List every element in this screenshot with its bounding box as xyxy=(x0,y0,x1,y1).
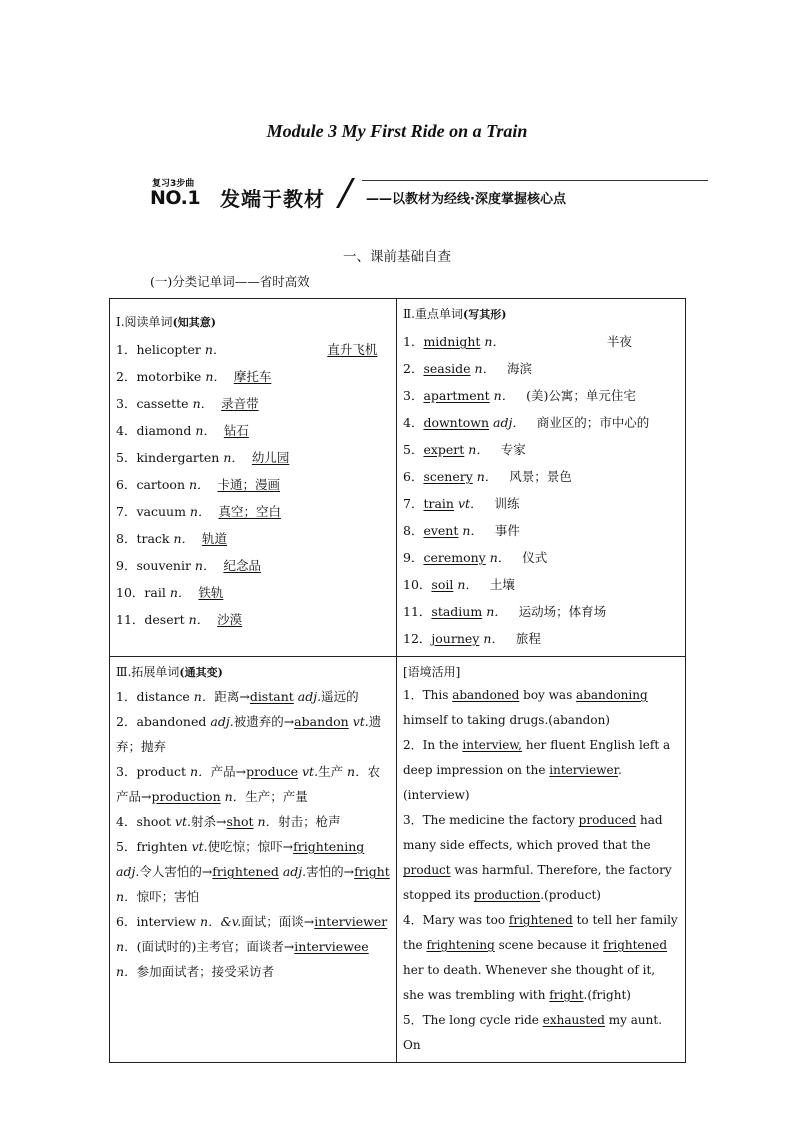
item-text: 惊吓；害怕 xyxy=(136,889,200,904)
item-text: 1．distance xyxy=(116,689,194,704)
pos: n． xyxy=(190,764,211,779)
answer: frightened xyxy=(508,913,573,927)
item-text: 2．In the xyxy=(403,738,463,752)
pos: n． xyxy=(484,334,505,349)
item-number: 11． xyxy=(116,612,145,627)
item-text: 令人害怕的→ xyxy=(139,864,213,879)
item-meaning: 运动场；体育场 xyxy=(518,604,607,619)
list-item xyxy=(116,444,390,471)
item-number: 5． xyxy=(116,450,137,465)
answer: apartment xyxy=(423,388,490,403)
item-text: boy was xyxy=(519,688,577,702)
context-usage-box xyxy=(397,657,686,1063)
list-item xyxy=(403,436,679,463)
pos: n． xyxy=(194,558,216,573)
item-text: 1．This xyxy=(403,688,453,702)
section-title: 一、课前基础自查 xyxy=(343,249,451,265)
item-number: 8． xyxy=(403,523,424,538)
item-text: 害怕的→ xyxy=(306,864,355,879)
item-number: 4． xyxy=(116,423,137,438)
item-number: 1． xyxy=(403,334,424,349)
item-text: 农产品→ xyxy=(116,764,381,804)
item-number: 6． xyxy=(403,469,424,484)
answer: fright xyxy=(549,988,584,1002)
banner-subtitle: ——以教材为经线·深度掌握核心点 xyxy=(366,192,566,207)
pos: n． xyxy=(193,689,215,704)
list-item xyxy=(116,471,390,498)
item-meaning: 训练 xyxy=(494,496,520,511)
box-header xyxy=(116,311,390,334)
pos: n． xyxy=(188,612,210,627)
item-text: 生产 xyxy=(318,764,348,779)
list-item xyxy=(403,382,679,409)
item-meaning: 旅程 xyxy=(515,631,541,646)
item-text: 5．frighten xyxy=(116,839,192,854)
reading-words-list xyxy=(116,336,390,633)
item-text: himself to taking drugs.(abandon) xyxy=(403,713,610,727)
pos: n． xyxy=(192,396,214,411)
list-item xyxy=(403,517,679,544)
item-text: .(interview) xyxy=(403,763,622,802)
pos: n． xyxy=(116,889,137,904)
item-number: 7． xyxy=(403,496,424,511)
answer: production xyxy=(473,888,541,902)
banner-slash xyxy=(336,178,355,208)
extended-item xyxy=(116,809,390,834)
answer: 沙漠 xyxy=(217,612,243,627)
item-text: 6．interview xyxy=(116,914,201,929)
answer: train xyxy=(423,496,454,511)
item-word: track xyxy=(136,531,170,546)
pos: adj. xyxy=(282,864,307,879)
item-word: desert xyxy=(144,612,185,627)
item-text: 3．product xyxy=(116,764,191,779)
pos: adj. xyxy=(297,689,322,704)
item-meaning: 海滨 xyxy=(507,361,533,376)
list-item xyxy=(403,355,679,382)
pos: vt． xyxy=(457,496,483,511)
item-meaning: (美)公寓；单元住宅 xyxy=(526,388,636,403)
pos: vt. xyxy=(352,714,369,729)
answer: seaside xyxy=(423,361,471,376)
list-item xyxy=(403,571,679,598)
pos: n． xyxy=(493,388,515,403)
item-text: 4．shoot xyxy=(116,814,175,829)
item-text: 4．Mary was too xyxy=(403,913,509,927)
item-word: diamond xyxy=(136,423,192,438)
item-word: rail xyxy=(144,585,166,600)
list-item xyxy=(403,463,679,490)
pos: n． xyxy=(116,964,137,979)
item-text: 参加面试者；接受采访者 xyxy=(136,964,275,979)
answer: expert xyxy=(423,442,465,457)
answer: ceremony xyxy=(423,550,486,565)
item-number: 10． xyxy=(116,585,145,600)
pos: n． xyxy=(224,789,246,804)
item-text: her to death. Whenever she thought of it, she was trembling with xyxy=(403,963,656,1002)
answer: frightened xyxy=(603,938,668,952)
section-subtitle: (一)分类记单词——省时高效 xyxy=(150,274,310,289)
item-text: her fluent English left a deep impression on the xyxy=(403,738,671,777)
extended-item xyxy=(116,759,390,809)
item-text: 面试；面谈→ xyxy=(241,914,315,929)
item-meaning: 专家 xyxy=(500,442,526,457)
item-text: (面试时的)主考官；面谈者→ xyxy=(136,939,295,954)
item-text: had many side effects, which proved that the xyxy=(403,813,663,852)
answer: downtown xyxy=(423,415,490,430)
vocab-table xyxy=(109,298,686,1063)
list-item xyxy=(116,417,390,444)
extended-item xyxy=(116,834,390,909)
item-meaning: 商业区的；市中心的 xyxy=(536,415,650,430)
extended-item xyxy=(116,709,390,759)
answer: product xyxy=(403,863,451,877)
answer: 摩托车 xyxy=(233,369,272,384)
item-number: 4． xyxy=(403,415,424,430)
pos: n． xyxy=(195,423,216,438)
page-title: Module 3 My First Ride on a Train xyxy=(266,121,528,141)
pos: n． xyxy=(483,631,504,646)
box-header-note: (知其意) xyxy=(172,316,216,329)
key-words-list xyxy=(403,328,679,652)
item-number: 9． xyxy=(403,550,424,565)
item-number: 11． xyxy=(403,604,432,619)
box-header-label: Ⅲ.拓展单词 xyxy=(116,665,180,679)
pos: vt. xyxy=(191,839,208,854)
list-item xyxy=(403,544,679,571)
pos: n． xyxy=(457,577,478,592)
pos: n． xyxy=(189,477,210,492)
item-number: 2． xyxy=(403,361,424,376)
item-word: kindergarten xyxy=(136,450,220,465)
answer: 录音带 xyxy=(221,396,259,411)
list-item xyxy=(403,409,679,436)
pos: n． xyxy=(205,369,226,384)
box-header-note: (写其形) xyxy=(462,308,507,321)
context-item xyxy=(403,808,679,908)
item-number: 10． xyxy=(403,577,432,592)
pos: n． xyxy=(489,550,511,565)
list-item xyxy=(116,525,390,552)
pos: adj． xyxy=(493,415,525,430)
answer: interviewee xyxy=(294,939,369,954)
answer: interview, xyxy=(462,738,522,752)
answer: 铁轨 xyxy=(198,585,224,600)
item-number: 3． xyxy=(116,396,137,411)
answer: event xyxy=(423,523,459,538)
list-item xyxy=(116,579,390,606)
item-meaning: 半夜 xyxy=(606,334,632,349)
pos: n． xyxy=(468,442,489,457)
answer: 纪念品 xyxy=(223,558,261,573)
item-number: 5． xyxy=(403,442,424,457)
section-banner xyxy=(148,172,708,212)
item-text: 生产；产量 xyxy=(245,789,308,804)
context-item xyxy=(403,683,679,733)
item-meaning: 土壤 xyxy=(489,577,515,592)
context-item xyxy=(403,908,679,1008)
box-header-label: Ⅰ.阅读单词 xyxy=(116,315,173,329)
pos: vt. xyxy=(174,814,192,829)
pos: n． xyxy=(173,531,195,546)
item-text: 被遗弃的→ xyxy=(233,714,295,729)
item-word: motorbike xyxy=(136,369,202,384)
extended-item xyxy=(116,909,390,984)
pos: n． xyxy=(223,450,244,465)
item-word: souvenir xyxy=(136,558,191,573)
answer: fright xyxy=(354,864,390,879)
answer: 轨道 xyxy=(201,531,227,546)
answer: exhausted xyxy=(542,1013,605,1027)
item-meaning: 风景；景色 xyxy=(509,469,572,484)
answer: frightened xyxy=(212,864,279,879)
key-words-box xyxy=(397,299,686,657)
item-word: cassette xyxy=(136,396,189,411)
extended-words-box xyxy=(110,657,397,1063)
list-item xyxy=(403,490,679,517)
list-item xyxy=(403,625,679,652)
answer: shot xyxy=(226,814,254,829)
pos: n． xyxy=(116,939,137,954)
answer: 直升飞机 xyxy=(327,342,378,357)
list-item xyxy=(116,606,390,633)
item-number: 3． xyxy=(403,388,424,403)
list-item xyxy=(403,598,679,625)
context-item xyxy=(403,1008,679,1058)
item-meaning: 事件 xyxy=(494,523,520,538)
item-number: 6． xyxy=(116,477,137,492)
item-number: 9． xyxy=(116,558,137,573)
list-item xyxy=(116,552,390,579)
list-item xyxy=(403,328,679,355)
list-item xyxy=(116,363,390,390)
answer: journey xyxy=(431,631,480,646)
item-text: 产品→ xyxy=(210,764,247,779)
answer: frightening xyxy=(293,839,365,854)
item-text: was harmful. Therefore, the factory stopped its xyxy=(403,863,672,902)
pos: n．&v. xyxy=(200,914,242,929)
item-text: 遥远的 xyxy=(321,689,359,704)
item-text: 3．The medicine the factory xyxy=(403,813,579,827)
box-header-label: Ⅱ.重点单词 xyxy=(403,307,463,321)
list-item xyxy=(116,336,390,363)
pos: n． xyxy=(169,585,191,600)
item-text: to tell her family the xyxy=(403,913,678,952)
box-header: [语境活用] xyxy=(403,665,461,679)
context-item xyxy=(403,733,679,808)
list-item xyxy=(116,390,390,417)
item-text: 距离→ xyxy=(214,689,250,704)
pos: n． xyxy=(204,342,226,357)
item-text: 射杀→ xyxy=(191,814,227,829)
item-word: helicopter xyxy=(136,342,201,357)
box-header xyxy=(116,661,390,684)
answer: midnight xyxy=(423,334,481,349)
answer: 钻石 xyxy=(223,423,249,438)
answer: abandoning xyxy=(576,688,648,702)
item-number: 1． xyxy=(116,342,137,357)
answer: production xyxy=(151,789,221,804)
banner-rule xyxy=(362,180,708,181)
pos: n． xyxy=(476,469,498,484)
answer: interviewer xyxy=(314,914,388,929)
answer: abandon xyxy=(294,714,349,729)
item-text: 射击；枪声 xyxy=(278,814,341,829)
item-number: 8． xyxy=(116,531,137,546)
extended-item xyxy=(116,684,390,709)
item-text: .(product) xyxy=(540,888,601,902)
item-text: 5．The long cycle ride xyxy=(403,1013,543,1027)
pos: adj. xyxy=(210,714,234,729)
item-text: scene because it xyxy=(494,938,604,952)
answer: abandoned xyxy=(452,688,520,702)
pos: n． xyxy=(347,764,368,779)
pos: adj. xyxy=(116,864,140,879)
item-number: 2． xyxy=(116,369,137,384)
item-word: vacuum xyxy=(136,504,186,519)
item-word: cartoon xyxy=(136,477,186,492)
box-header xyxy=(403,303,679,326)
banner-small-text: 复习3步曲 xyxy=(152,179,195,189)
answer: frightening xyxy=(426,938,495,952)
pos: n． xyxy=(486,604,507,619)
item-text: 使吃惊；惊吓→ xyxy=(207,839,294,854)
item-meaning: 仪式 xyxy=(522,550,548,565)
item-text: 2．abandoned xyxy=(116,714,211,729)
answer: interviewer xyxy=(549,763,619,777)
pos: vt. xyxy=(302,764,319,779)
reading-words-box xyxy=(110,299,397,657)
banner-no: NO.1 xyxy=(150,187,201,209)
answer: scenery xyxy=(423,469,473,484)
answer: 真空；空白 xyxy=(218,504,281,519)
answer: soil xyxy=(431,577,454,592)
pos: n． xyxy=(257,814,279,829)
pos: n． xyxy=(474,361,496,376)
answer: 幼儿园 xyxy=(251,450,290,465)
answer: produced xyxy=(578,813,637,827)
box-header-note: (通其变) xyxy=(179,666,223,679)
pos: n． xyxy=(189,504,211,519)
item-text: my aunt. On xyxy=(403,1013,663,1052)
answer: 卡通；漫画 xyxy=(217,477,281,492)
item-text: .(fright) xyxy=(583,988,631,1002)
table-row xyxy=(110,299,686,657)
table-row xyxy=(110,657,686,1063)
item-number: 7． xyxy=(116,504,137,519)
answer: distant xyxy=(249,689,294,704)
pos: n． xyxy=(462,523,483,538)
answer: produce xyxy=(246,764,299,779)
answer: stadium xyxy=(431,604,483,619)
banner-title: 发端于教材 xyxy=(220,187,325,211)
list-item xyxy=(116,498,390,525)
item-number: 12． xyxy=(403,631,432,646)
item-text: 遗弃；抛弃 xyxy=(116,714,382,754)
